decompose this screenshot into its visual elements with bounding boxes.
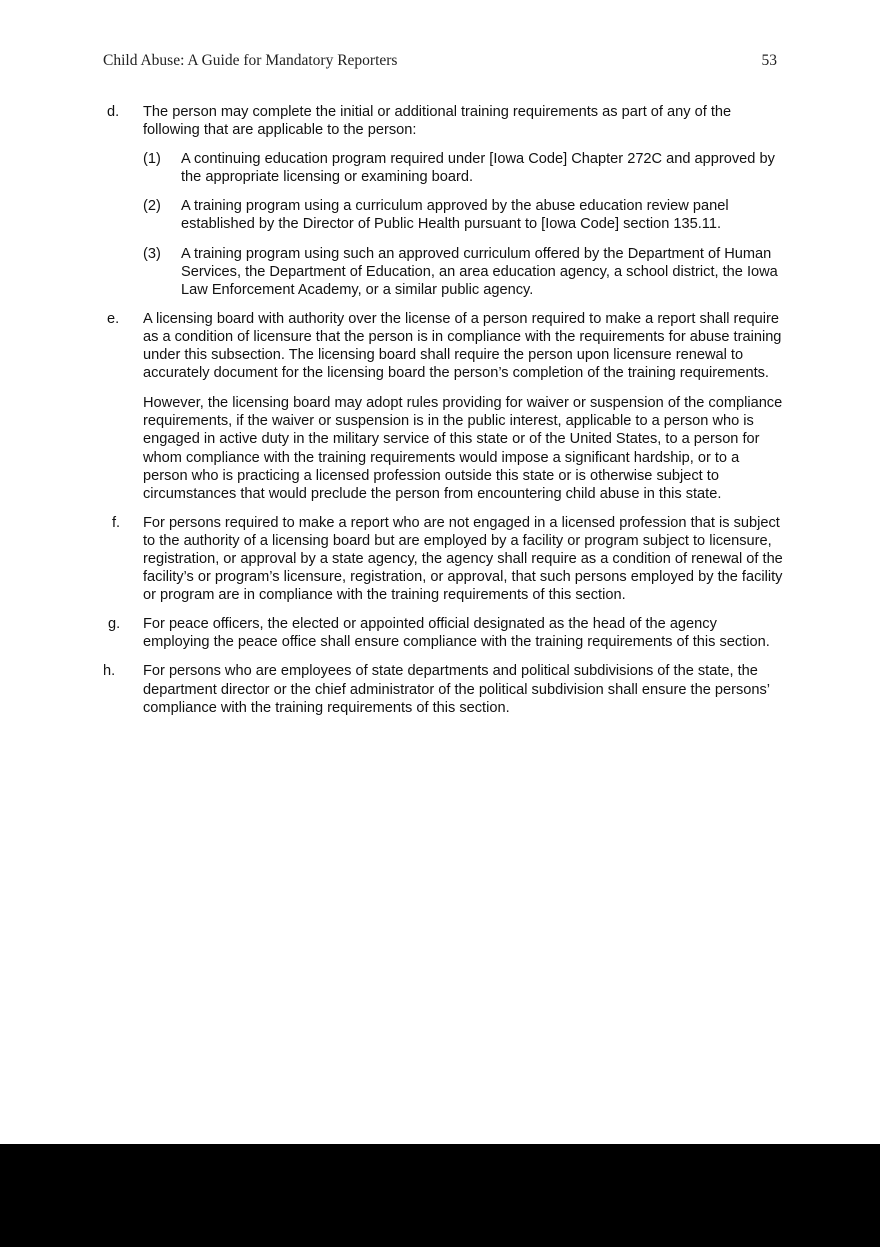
item-text-continuation: However, the licensing board may adopt rules providing for waiver or suspension of the compliance requirements, if the waiver or suspension is in the public interest, applicable to a person who is engaged in active duty in the military service of this state or of the United States, to a person for whom compliance with the training requirements would impose a significant hardship, or to a person who is practicing a licensed profession outside this state or is otherwise subject to circumstances that would preclude the person from encountering child abuse in this state. — [143, 395, 783, 502]
running-title: Child Abuse: A Guide for Mandatory Reporters — [103, 52, 398, 69]
item-text: The person may complete the initial or additional training requirements as part of any of the following that are applicable to the person: — [143, 104, 732, 139]
list-item-g — [103, 615, 783, 651]
document-body — [103, 103, 783, 728]
item-label: g. — [108, 616, 121, 633]
page-number: 53 — [761, 52, 777, 69]
sub-item-text: A continuing education program required under [Iowa Code] Chapter 272C and approved by the appropriate licensing or examining board. — [181, 151, 775, 186]
sub-item-text: A training program using a curriculum approved by the abuse education review panel established by the Director of Public Health pursuant to [Iowa Code] section 135.11. — [181, 198, 729, 233]
item-label: h. — [103, 663, 116, 680]
item-text: For peace officers, the elected or appointed official designated as the head of the agency employing the peace office shall ensure compliance with the training requirements of this section. — [143, 616, 770, 651]
list-item-d — [103, 103, 783, 299]
list-item-h — [103, 662, 783, 716]
item-text: For persons required to make a report who are not engaged in a licensed profession that is subject to the authority of a licensing board but are employed by a facility or program subject to licensure, registration, or approval by a state agency, the agency shall require as a condition of renewal of the facility’s or program’s licensure, registration, or approval, that such persons employed by the facility or program are in compliance with the training requirements of this section. — [143, 514, 783, 604]
item-label: f. — [112, 514, 121, 531]
sub-item-2 — [103, 197, 783, 233]
sub-item-3 — [103, 245, 783, 299]
list-item-f — [103, 514, 783, 604]
page-header — [103, 52, 777, 72]
list-item-e — [103, 310, 783, 503]
sub-item-label: (3) — [143, 245, 161, 262]
item-label: e. — [107, 310, 120, 327]
sub-item-1 — [103, 150, 783, 186]
sub-list — [143, 150, 783, 299]
sub-item-label: (1) — [143, 151, 161, 168]
sub-item-text: A training program using such an approved curriculum offered by the Department of Human Services, the Department of Education, an area education agency, a school district, the Iowa Law Enforcement Academy, or a similar public agency. — [181, 245, 778, 298]
item-text: A licensing board with authority over the license of a person required to make a report shall require as a condition of licensure that the person is in compliance with the requirements for abuse training under this subsection. The licensing board shall require the person upon licensure renewal to accurately document for the licensing board the person’s completion of the training requirements. — [143, 310, 782, 382]
sub-item-label: (2) — [143, 198, 161, 215]
item-label: d. — [107, 104, 120, 120]
item-text: For persons who are employees of state departments and political subdivisions of the state, the department director or the chief administrator of the political subdivision shall ensure the persons’ compliance with the training requirements of this section. — [143, 663, 770, 716]
